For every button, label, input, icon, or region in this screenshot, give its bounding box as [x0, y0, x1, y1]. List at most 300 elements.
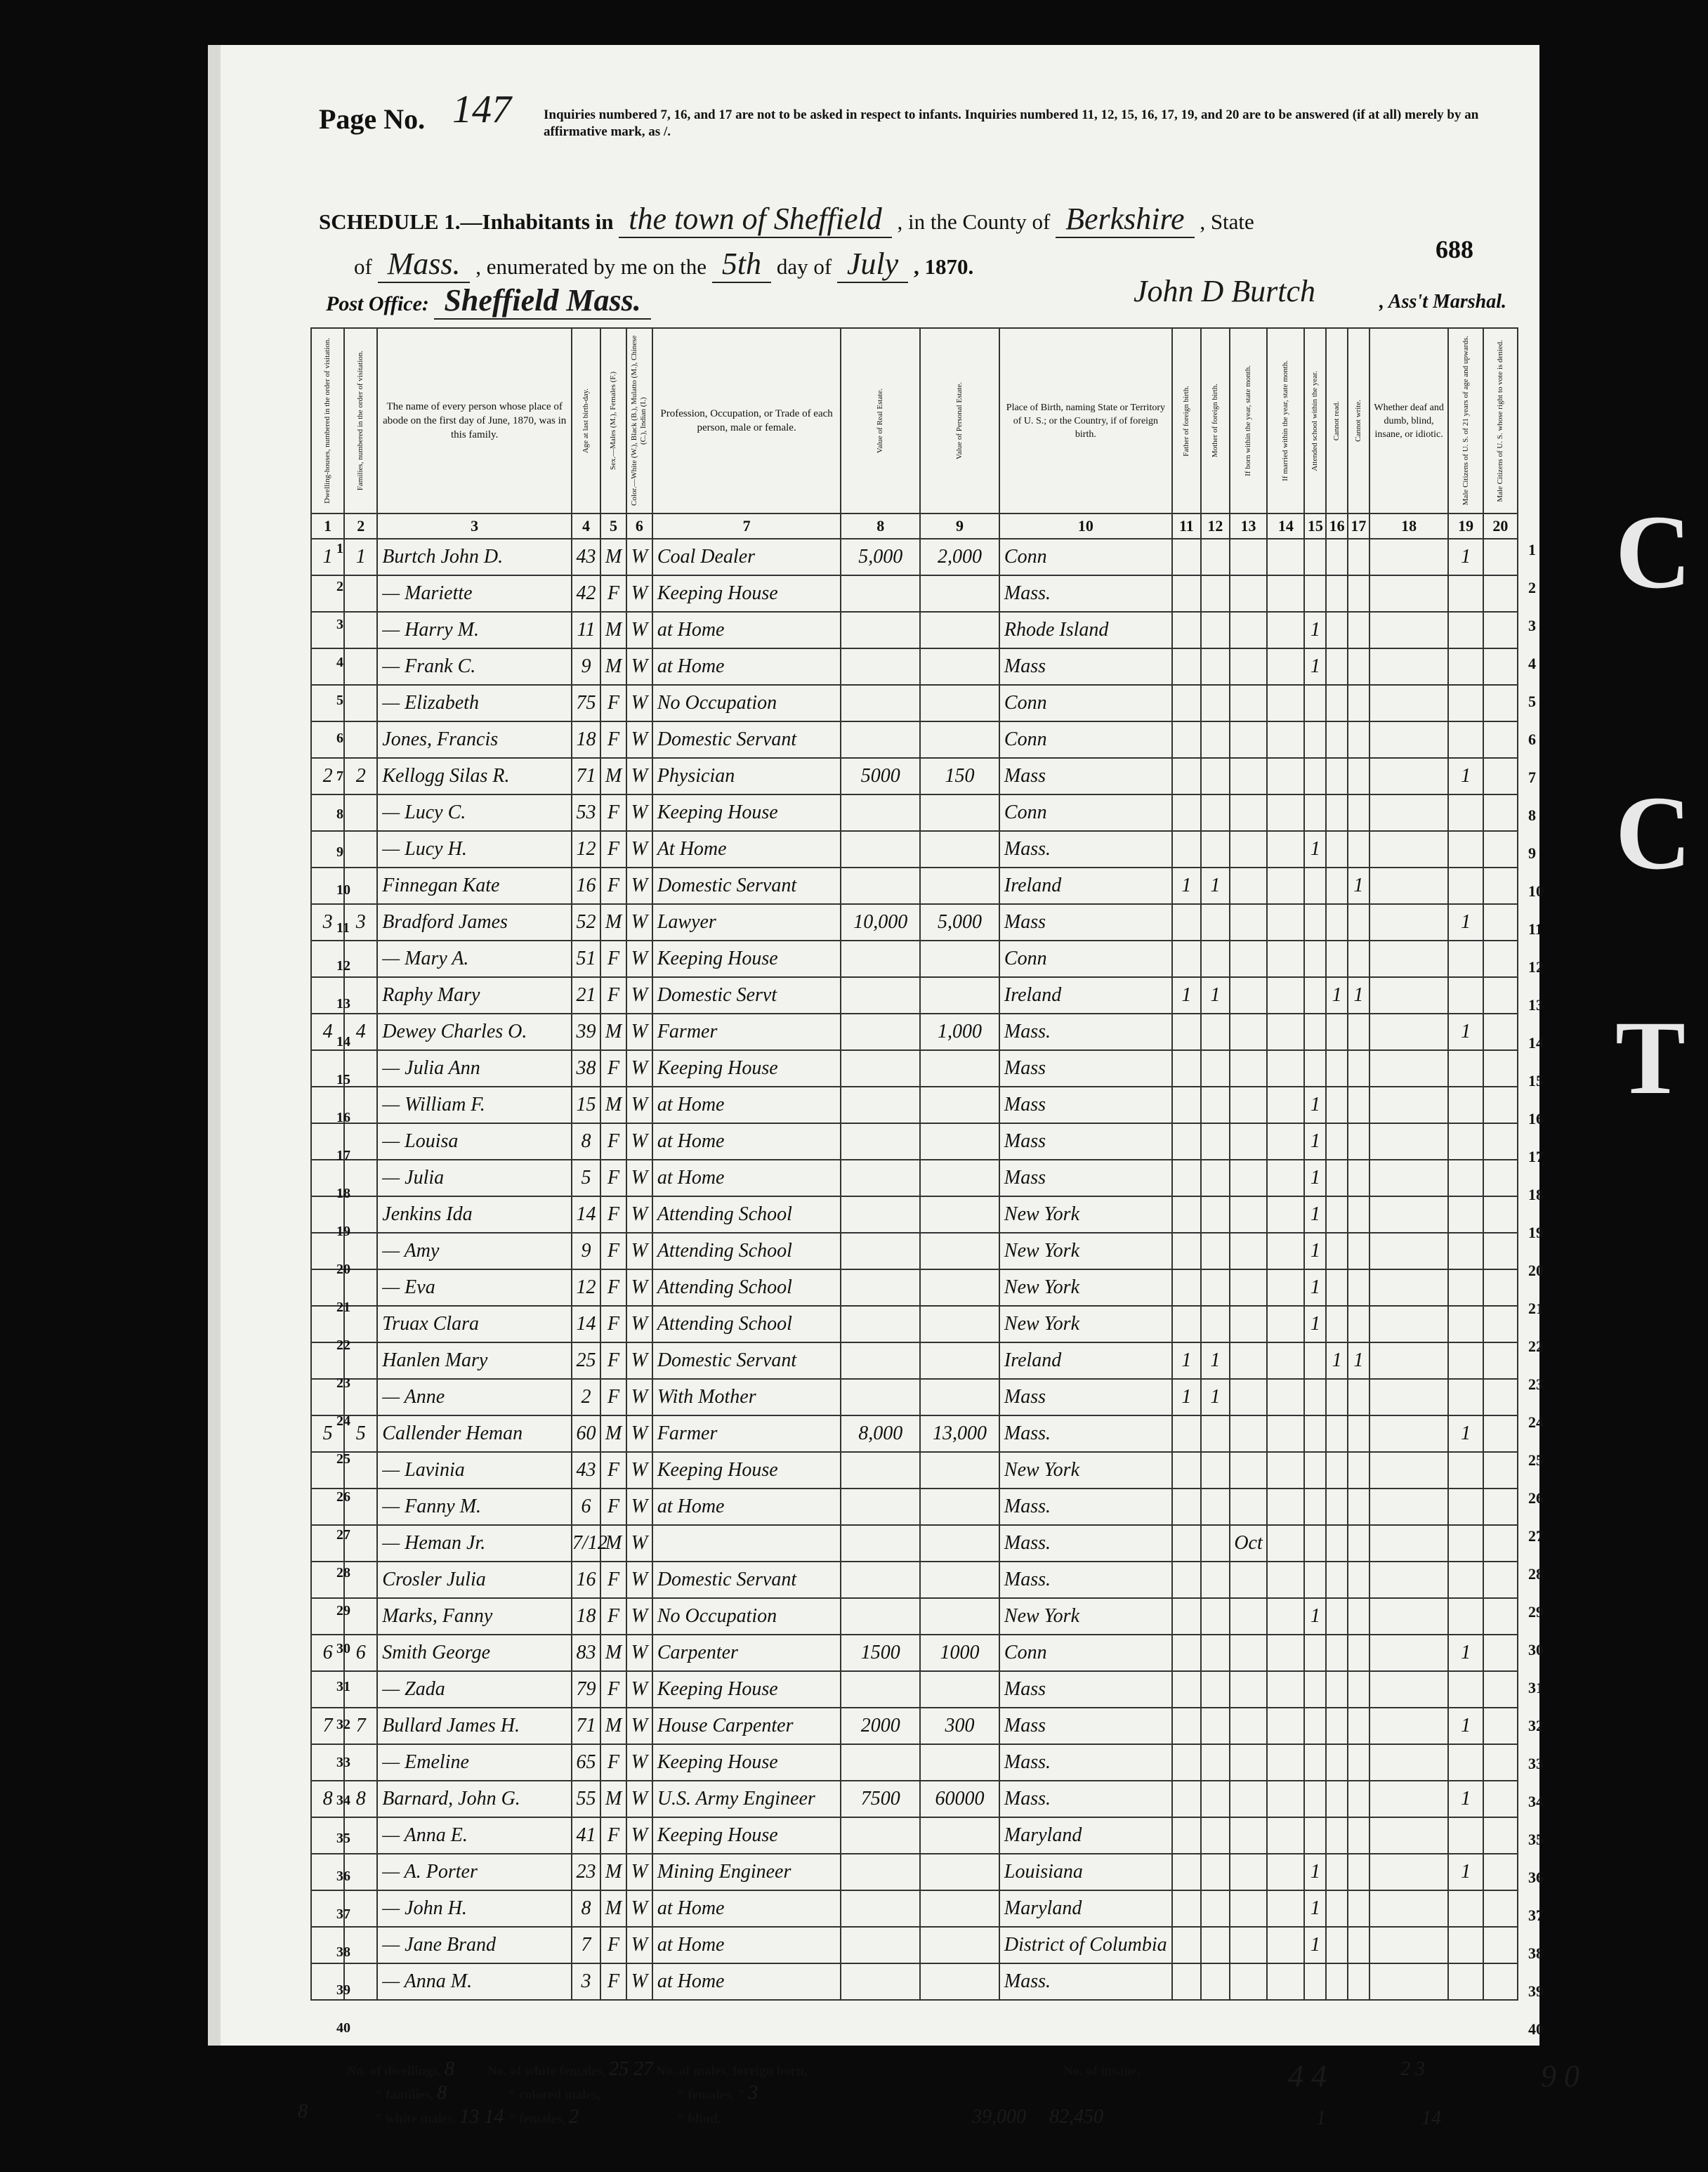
real-estate-value-cell — [841, 1525, 920, 1562]
married-month-cell — [1267, 1854, 1304, 1890]
col-num: 12 — [1201, 513, 1230, 539]
personal-estate-value-cell — [920, 1744, 999, 1781]
male-citizen-cell — [1448, 575, 1483, 612]
family-number-cell: 6 — [344, 1635, 377, 1671]
line-number-right: 1 — [1528, 541, 1536, 558]
occupation-cell: at Home — [652, 1963, 841, 2000]
person-name-cell: Finnegan Kate — [377, 868, 572, 904]
occupation-cell: Farmer — [652, 1014, 841, 1050]
born-month-cell — [1230, 1233, 1267, 1269]
cannot-read-cell — [1326, 831, 1348, 868]
color-cell: W — [626, 648, 652, 685]
line-number-left: 15 — [336, 1072, 350, 1087]
col-head-19: Male Citizens of U. S. of 21 years of age and upwards. — [1448, 328, 1483, 513]
attended-school-cell: 1 — [1304, 1927, 1326, 1963]
attended-school-cell — [1304, 794, 1326, 831]
vote-denied-cell — [1483, 1635, 1518, 1671]
line-number-left: 22 — [336, 1337, 350, 1353]
real-estate-value-cell — [841, 1890, 920, 1927]
birthplace-cell: Mass. — [999, 575, 1172, 612]
birthplace-cell: Rhode Island — [999, 612, 1172, 648]
col-head-9: Value of Personal Estate. — [920, 328, 999, 513]
census-row — [311, 1415, 1518, 1452]
color-cell: W — [626, 1890, 652, 1927]
birthplace-cell: Mass — [999, 1050, 1172, 1087]
male-citizen-cell — [1448, 648, 1483, 685]
census-row — [311, 1452, 1518, 1489]
married-month-cell — [1267, 1233, 1304, 1269]
vote-denied-cell — [1483, 1014, 1518, 1050]
married-month-cell — [1267, 1525, 1304, 1562]
father-foreign-cell — [1172, 1781, 1201, 1817]
male-citizen-cell — [1448, 1671, 1483, 1708]
disability-cell — [1369, 648, 1449, 685]
vote-denied-cell — [1483, 1160, 1518, 1196]
vote-denied-cell — [1483, 904, 1518, 941]
sex-cell: F — [600, 1196, 626, 1233]
birthplace-cell: Mass. — [999, 1525, 1172, 1562]
sex-cell: F — [600, 1562, 626, 1598]
color-cell: W — [626, 1635, 652, 1671]
birthplace-cell: Mass — [999, 758, 1172, 794]
father-foreign-cell — [1172, 1050, 1201, 1087]
mother-foreign-cell — [1201, 758, 1230, 794]
married-month-cell — [1267, 941, 1304, 977]
age-cell: 43 — [572, 539, 600, 575]
disability-cell — [1369, 1415, 1449, 1452]
col-num: 3 — [377, 513, 572, 539]
line-number-right: 23 — [1528, 1375, 1544, 1393]
line-number-left: 32 — [336, 1717, 350, 1732]
occupation-cell: Farmer — [652, 1415, 841, 1452]
person-name-cell: Dewey Charles O. — [377, 1014, 572, 1050]
father-foreign-cell — [1172, 1598, 1201, 1635]
cannot-write-cell — [1348, 1562, 1369, 1598]
attended-school-cell — [1304, 1379, 1326, 1415]
line-number-right: 31 — [1528, 1679, 1544, 1696]
father-foreign-cell — [1172, 575, 1201, 612]
cannot-read-cell — [1326, 1927, 1348, 1963]
mother-foreign-cell — [1201, 1415, 1230, 1452]
age-cell: 3 — [572, 1963, 600, 2000]
mother-foreign-cell — [1201, 1927, 1230, 1963]
male-citizen-cell — [1448, 1050, 1483, 1087]
real-estate-value-cell — [841, 648, 920, 685]
vote-denied-cell — [1483, 1525, 1518, 1562]
film-margin-mark-1: C — [1615, 494, 1692, 610]
mother-foreign-cell — [1201, 1963, 1230, 2000]
census-row — [311, 1269, 1518, 1306]
person-name-cell: — Lucy H. — [377, 831, 572, 868]
dwelling-number-cell: 7 — [311, 1708, 344, 1744]
born-month-cell — [1230, 1160, 1267, 1196]
person-name-cell: — Anne — [377, 1379, 572, 1415]
married-month-cell — [1267, 1890, 1304, 1927]
cannot-write-cell — [1348, 1123, 1369, 1160]
person-name-cell: Marks, Fanny — [377, 1598, 572, 1635]
disability-cell — [1369, 1306, 1449, 1342]
cannot-write-cell — [1348, 1379, 1369, 1415]
line-number-left: 24 — [336, 1413, 350, 1429]
age-cell: 18 — [572, 721, 600, 758]
born-month-cell — [1230, 1379, 1267, 1415]
real-estate-value-cell — [841, 1233, 920, 1269]
color-cell: W — [626, 1306, 652, 1342]
born-month-cell — [1230, 1123, 1267, 1160]
real-estate-value-cell — [841, 831, 920, 868]
age-cell: 71 — [572, 1708, 600, 1744]
cannot-write-cell — [1348, 1415, 1369, 1452]
occupation-cell: Attending School — [652, 1269, 841, 1306]
col-head-6: Color.—White (W.), Black (B.), Mulatto (M.), Chinese (C.), Indian (I.) — [626, 328, 652, 513]
summary-count-born: 1 — [1316, 2107, 1326, 2129]
line-number-left: 5 — [336, 693, 343, 708]
line-number-left: 9 — [336, 844, 343, 860]
occupation-cell: House Carpenter — [652, 1708, 841, 1744]
mother-foreign-cell — [1201, 575, 1230, 612]
father-foreign-cell — [1172, 904, 1201, 941]
col-num: 4 — [572, 513, 600, 539]
mother-foreign-cell — [1201, 1890, 1230, 1927]
census-row — [311, 1598, 1518, 1635]
occupation-cell: at Home — [652, 1927, 841, 1963]
married-month-cell — [1267, 1123, 1304, 1160]
occupation-cell: Domestic Servt — [652, 977, 841, 1014]
cannot-read-cell — [1326, 1525, 1348, 1562]
occupation-cell: at Home — [652, 612, 841, 648]
family-number-cell: 8 — [344, 1781, 377, 1817]
color-cell: W — [626, 977, 652, 1014]
line-number-right: 19 — [1528, 1224, 1544, 1241]
born-month-cell — [1230, 1635, 1267, 1671]
line-number-left: 4 — [336, 655, 343, 670]
color-cell: W — [626, 1817, 652, 1854]
real-estate-value-cell — [841, 1379, 920, 1415]
mother-foreign-cell: 1 — [1201, 1379, 1230, 1415]
sex-cell: M — [600, 612, 626, 648]
cannot-read-cell — [1326, 1123, 1348, 1160]
attended-school-cell — [1304, 904, 1326, 941]
line-number-right: 25 — [1528, 1451, 1544, 1469]
sex-cell: F — [600, 868, 626, 904]
summary-females-foreign: " females, " 3 — [677, 2082, 758, 2104]
cannot-read-cell — [1326, 794, 1348, 831]
line-number-right: 28 — [1528, 1565, 1544, 1583]
summary-white-males: " white males, 13 14 — [375, 2106, 504, 2128]
line-number-left: 25 — [336, 1451, 350, 1467]
personal-estate-value-cell — [920, 1379, 999, 1415]
disability-cell — [1369, 1489, 1449, 1525]
sex-cell: F — [600, 1598, 626, 1635]
sex-cell: M — [600, 904, 626, 941]
married-month-cell — [1267, 1963, 1304, 2000]
male-citizen-cell — [1448, 1525, 1483, 1562]
occupation-cell: Keeping House — [652, 1671, 841, 1708]
disability-cell — [1369, 685, 1449, 721]
male-citizen-cell: 1 — [1448, 1415, 1483, 1452]
person-name-cell: — Julia — [377, 1160, 572, 1196]
personal-estate-value-cell — [920, 1598, 999, 1635]
summary-colored-females: " females, 2 — [508, 2106, 579, 2128]
col-num: 9 — [920, 513, 999, 539]
personal-estate-value-cell — [920, 831, 999, 868]
line-number-right: 29 — [1528, 1603, 1544, 1621]
real-estate-value-cell — [841, 1342, 920, 1379]
mother-foreign-cell — [1201, 1196, 1230, 1233]
birthplace-cell: Ireland — [999, 977, 1172, 1014]
cannot-write-cell — [1348, 1196, 1369, 1233]
color-cell: W — [626, 1927, 652, 1963]
col-head-5: Sex.—Males (M.), Females (F.) — [600, 328, 626, 513]
line-number-right: 11 — [1528, 920, 1543, 938]
census-row — [311, 758, 1518, 794]
schedule-line — [319, 201, 1254, 238]
family-number-cell: 5 — [344, 1415, 377, 1452]
disability-cell — [1369, 1269, 1449, 1306]
vote-denied-cell — [1483, 1562, 1518, 1598]
line-number-left: 29 — [336, 1603, 350, 1618]
col-head-4: Age at last birth-day. — [572, 328, 600, 513]
vote-denied-cell — [1483, 1269, 1518, 1306]
occupation-cell: Attending School — [652, 1196, 841, 1233]
line-number-right: 10 — [1528, 882, 1544, 900]
birthplace-cell: Conn — [999, 721, 1172, 758]
line-number-left: 10 — [336, 882, 350, 898]
male-citizen-cell — [1448, 1562, 1483, 1598]
line-number-right: 14 — [1528, 1034, 1544, 1052]
married-month-cell — [1267, 685, 1304, 721]
line-number-right: 20 — [1528, 1262, 1544, 1279]
sex-cell: M — [600, 1635, 626, 1671]
father-foreign-cell — [1172, 1306, 1201, 1342]
occupation-cell — [652, 1525, 841, 1562]
person-name-cell: — Lavinia — [377, 1452, 572, 1489]
personal-estate-value-cell — [920, 1050, 999, 1087]
census-row — [311, 794, 1518, 831]
disability-cell — [1369, 1963, 1449, 2000]
age-cell: 21 — [572, 977, 600, 1014]
disability-cell — [1369, 1087, 1449, 1123]
color-cell: W — [626, 1781, 652, 1817]
vote-denied-cell — [1483, 831, 1518, 868]
disability-cell — [1369, 1452, 1449, 1489]
cannot-read-cell — [1326, 539, 1348, 575]
line-number-right: 15 — [1528, 1072, 1544, 1090]
father-foreign-cell — [1172, 1890, 1201, 1927]
col-head-15: Attended school within the year. — [1304, 328, 1326, 513]
cannot-read-cell — [1326, 868, 1348, 904]
attended-school-cell — [1304, 1671, 1326, 1708]
occupation-cell: Keeping House — [652, 575, 841, 612]
personal-estate-value-cell — [920, 1963, 999, 2000]
attended-school-cell — [1304, 539, 1326, 575]
col-num: 17 — [1348, 513, 1369, 539]
cannot-write-cell — [1348, 1087, 1369, 1123]
line-number-left: 33 — [336, 1755, 350, 1770]
sex-cell: F — [600, 721, 626, 758]
personal-estate-value-cell — [920, 1269, 999, 1306]
dwelling-number-cell: 8 — [311, 1781, 344, 1817]
birthplace-cell: Mass. — [999, 1014, 1172, 1050]
personal-estate-value-cell — [920, 1087, 999, 1123]
line-number-right: 24 — [1528, 1413, 1544, 1431]
male-citizen-cell — [1448, 1489, 1483, 1525]
summary-white-females: No. of white females, 25 27 — [487, 2058, 654, 2080]
real-estate-value-cell — [841, 1562, 920, 1598]
line-number-left: 8 — [336, 806, 343, 822]
census-row — [311, 1050, 1518, 1087]
cannot-write-cell — [1348, 1635, 1369, 1671]
personal-estate-value-cell — [920, 1233, 999, 1269]
occupation-cell: At Home — [652, 831, 841, 868]
born-month-cell — [1230, 904, 1267, 941]
person-name-cell: — Zada — [377, 1671, 572, 1708]
male-citizen-cell — [1448, 868, 1483, 904]
col-head-16: Cannot read. — [1326, 328, 1348, 513]
person-name-cell: — Amy — [377, 1233, 572, 1269]
born-month-cell — [1230, 685, 1267, 721]
birthplace-cell: Ireland — [999, 868, 1172, 904]
real-estate-value-cell — [841, 1489, 920, 1525]
cannot-read-cell — [1326, 758, 1348, 794]
line-number-right: 26 — [1528, 1489, 1544, 1507]
vote-denied-cell — [1483, 1489, 1518, 1525]
married-month-cell — [1267, 1598, 1304, 1635]
real-estate-value-cell — [841, 1050, 920, 1087]
father-foreign-cell — [1172, 1854, 1201, 1890]
color-cell: W — [626, 1342, 652, 1379]
married-month-cell — [1267, 1817, 1304, 1854]
real-estate-value-cell — [841, 1123, 920, 1160]
disability-cell — [1369, 1196, 1449, 1233]
summary-families: " families, 8 — [375, 2082, 447, 2104]
census-row — [311, 721, 1518, 758]
cannot-write-cell — [1348, 1489, 1369, 1525]
disability-cell — [1369, 1781, 1449, 1817]
personal-estate-value-cell — [920, 1562, 999, 1598]
sex-cell: F — [600, 1452, 626, 1489]
cannot-write-cell — [1348, 904, 1369, 941]
family-number-cell: 3 — [344, 904, 377, 941]
line-number-right: 40 — [1528, 2020, 1544, 2038]
father-foreign-cell — [1172, 648, 1201, 685]
dwelling-number-cell: 2 — [311, 758, 344, 794]
color-cell: W — [626, 575, 652, 612]
born-month-cell — [1230, 1562, 1267, 1598]
male-citizen-cell — [1448, 1598, 1483, 1635]
born-month-cell — [1230, 1927, 1267, 1963]
occupation-cell: Keeping House — [652, 1452, 841, 1489]
born-month-cell — [1230, 1817, 1267, 1854]
color-cell: W — [626, 1415, 652, 1452]
sex-cell: F — [600, 1306, 626, 1342]
father-foreign-cell — [1172, 831, 1201, 868]
mother-foreign-cell — [1201, 1123, 1230, 1160]
line-number-left: 13 — [336, 996, 350, 1012]
line-number-left: 21 — [336, 1300, 350, 1315]
cannot-write-cell — [1348, 1160, 1369, 1196]
real-estate-value-cell — [841, 685, 920, 721]
mother-foreign-cell — [1201, 1087, 1230, 1123]
disability-cell — [1369, 1233, 1449, 1269]
age-cell: 65 — [572, 1744, 600, 1781]
col-num: 20 — [1483, 513, 1518, 539]
age-cell: 71 — [572, 758, 600, 794]
mother-foreign-cell — [1201, 648, 1230, 685]
birthplace-cell: Conn — [999, 794, 1172, 831]
occupation-cell: Domestic Servant — [652, 1562, 841, 1598]
color-cell: W — [626, 794, 652, 831]
line-number-left: 27 — [336, 1527, 350, 1543]
cannot-write-cell — [1348, 1598, 1369, 1635]
male-citizen-cell: 1 — [1448, 1781, 1483, 1817]
personal-estate-value-cell — [920, 1160, 999, 1196]
day-of-label: day of — [776, 254, 832, 279]
married-month-cell — [1267, 539, 1304, 575]
summary-count-citizens: 9 0 — [1541, 2059, 1579, 2093]
personal-estate-value-cell — [920, 1525, 999, 1562]
line-number-left: 16 — [336, 1110, 350, 1125]
sex-cell: M — [600, 648, 626, 685]
color-cell: W — [626, 1671, 652, 1708]
occupation-cell: Attending School — [652, 1233, 841, 1269]
age-cell: 11 — [572, 612, 600, 648]
mother-foreign-cell — [1201, 1525, 1230, 1562]
occupation-cell: Carpenter — [652, 1635, 841, 1671]
color-cell: W — [626, 1963, 652, 2000]
attended-school-cell — [1304, 1415, 1326, 1452]
personal-estate-value-cell — [920, 612, 999, 648]
film-margin-mark-3: T — [1615, 1000, 1686, 1116]
disability-cell — [1369, 1379, 1449, 1415]
line-number-left: 18 — [336, 1186, 350, 1201]
personal-estate-value-cell: 60000 — [920, 1781, 999, 1817]
color-cell: W — [626, 868, 652, 904]
attended-school-cell: 1 — [1304, 1233, 1326, 1269]
dwelling-number-cell: 4 — [311, 1014, 344, 1050]
father-foreign-cell — [1172, 1415, 1201, 1452]
line-number-left: 40 — [336, 2020, 350, 2036]
occupation-cell: Mining Engineer — [652, 1854, 841, 1890]
cannot-write-cell — [1348, 1817, 1369, 1854]
line-number-right: 9 — [1528, 844, 1536, 862]
age-cell: 15 — [572, 1087, 600, 1123]
father-foreign-cell — [1172, 1160, 1201, 1196]
birthplace-cell: District of Columbia — [999, 1927, 1172, 1963]
month-field: July — [837, 246, 908, 283]
cannot-read-cell — [1326, 685, 1348, 721]
vote-denied-cell — [1483, 648, 1518, 685]
real-estate-value-cell: 2000 — [841, 1708, 920, 1744]
married-month-cell — [1267, 1781, 1304, 1817]
color-cell: W — [626, 831, 652, 868]
married-month-cell — [1267, 1379, 1304, 1415]
personal-estate-value-cell — [920, 575, 999, 612]
line-number-left: 36 — [336, 1869, 350, 1884]
person-name-cell: — Heman Jr. — [377, 1525, 572, 1562]
vote-denied-cell — [1483, 1196, 1518, 1233]
father-foreign-cell — [1172, 1014, 1201, 1050]
person-name-cell: — Anna M. — [377, 1963, 572, 2000]
birthplace-cell: Maryland — [999, 1890, 1172, 1927]
cannot-read-cell — [1326, 1635, 1348, 1671]
born-month-cell — [1230, 1781, 1267, 1817]
dwelling-number-cell: 1 — [311, 539, 344, 575]
person-name-cell: — Fanny M. — [377, 1489, 572, 1525]
occupation-cell: With Mother — [652, 1379, 841, 1415]
birthplace-cell: Conn — [999, 685, 1172, 721]
real-estate-value-cell — [841, 1160, 920, 1196]
